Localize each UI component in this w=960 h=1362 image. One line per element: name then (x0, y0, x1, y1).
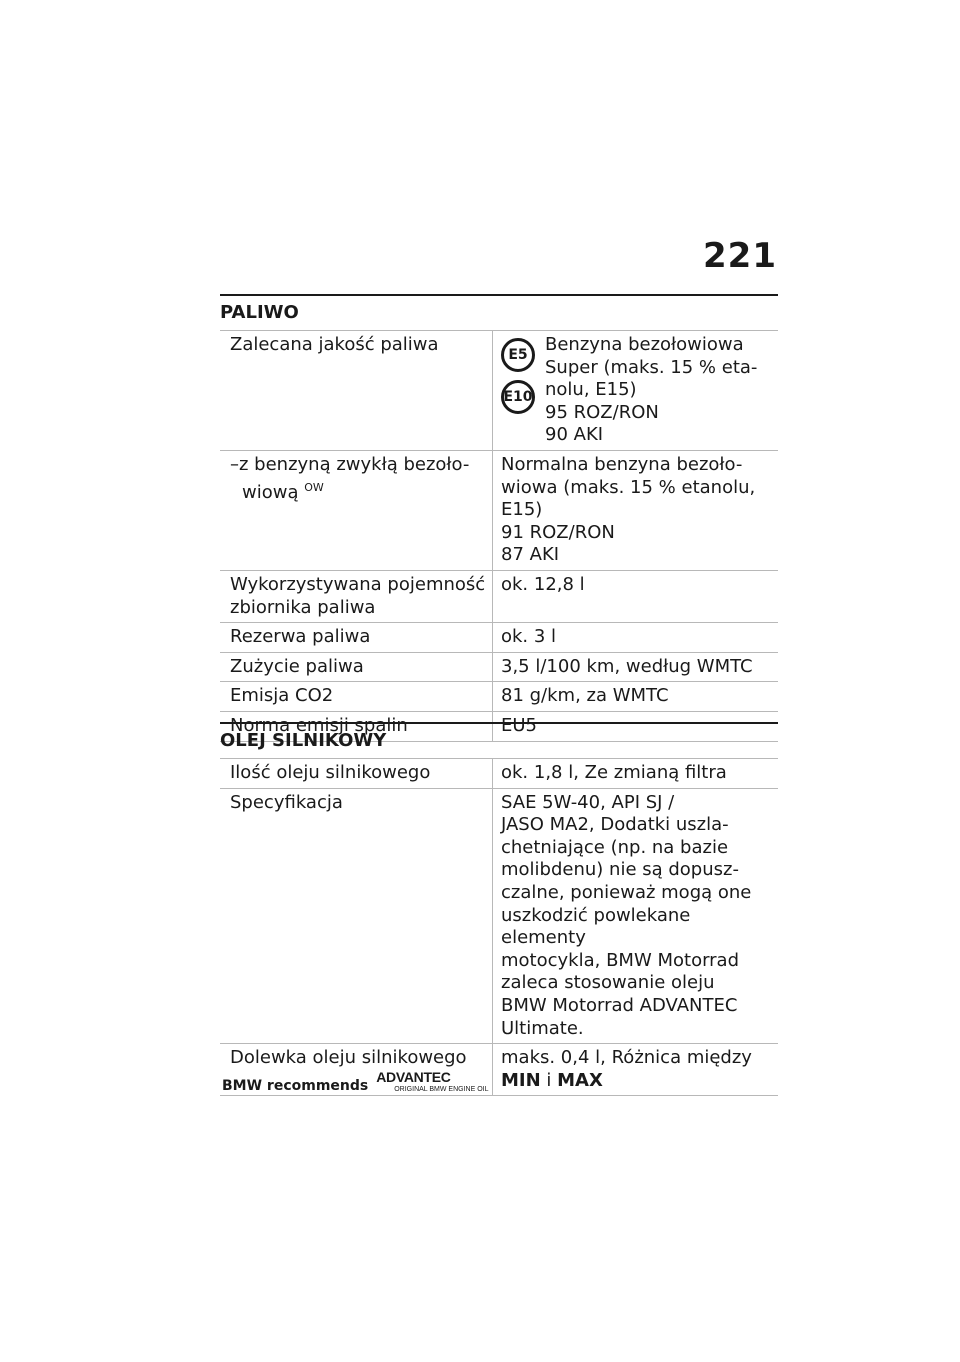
fuel-table (220, 330, 778, 742)
row-label: Wykorzystywana pojemność zbiornika paliwa (230, 573, 486, 618)
footer (222, 1070, 489, 1094)
oil-section (220, 722, 778, 1096)
row-value: maks. 0,4 l, Różnica między MIN i MAX (493, 1044, 779, 1096)
e5-fuel-icon: E5 (501, 338, 535, 372)
row-value: EU5 (493, 711, 779, 741)
e10-fuel-icon: E10 (501, 380, 535, 414)
row-label: Emisja CO2 (230, 685, 334, 707)
row-value: ok. 12,8 l (493, 570, 779, 622)
row-label: Dolewka oleju silnikowego (230, 1047, 467, 1069)
row-label: Rezerwa paliwa (230, 626, 371, 648)
row-value: Benzyna bezołowiowa Super (maks. 15 % eta- nolu, E15) 95 ROZ/RON 90 AKI (545, 334, 758, 446)
row-label: Zużycie paliwa (230, 655, 364, 677)
table-row (220, 331, 778, 451)
row-label: –z benzyną zwykłą bezoło- wiową $^{OW}$ (230, 453, 470, 503)
page-number: 221 (703, 236, 777, 276)
fuel-section (220, 294, 778, 742)
table-row (220, 652, 778, 682)
row-value: 3,5 l/100 km, według WMTC (493, 652, 779, 682)
row-value: SAE 5W-40, API SJ / JASO MA2, Dodatki uszla- chetniające (np. na bazie molibdenu) nie są dopusz- czalne, ponieważ mogą one uszkodzić powlekane elementy motocykla, BMW Motorrad zaleca stosowanie oleju BMW Motorrad ADVANTEC Ultimate. (493, 788, 779, 1044)
row-value: 81 g/km, za WMTC (493, 682, 779, 712)
row-label: Ilość oleju silnikowego (230, 762, 431, 783)
bmw-recommends-text: BMW recommends (222, 1078, 369, 1094)
max-mark: MAX (557, 1069, 603, 1091)
oil-table (220, 758, 778, 1096)
table-row (220, 450, 778, 570)
min-mark: MIN (501, 1069, 541, 1091)
oil-section-title: OLEJ SILNIKOWY (220, 722, 778, 758)
row-label: Zalecana jakość paliwa (230, 334, 439, 355)
table-row (220, 570, 778, 622)
row-label: Norma emisji spalin (230, 714, 408, 736)
table-row (220, 788, 778, 1044)
table-row (220, 623, 778, 653)
row-label: Specyfikacja (230, 791, 343, 813)
ow-superscript: OW (304, 480, 324, 494)
table-row (220, 759, 778, 789)
table-row (220, 682, 778, 712)
row-value: ok. 3 l (493, 623, 779, 653)
row-value: ok. 1,8 l, Ze zmianą filtra (493, 759, 779, 789)
row-value: Normalna benzyna bezoło- wiowa (maks. 15 % etanolu, E15) 91 ROZ/RON 87 AKI (493, 450, 779, 570)
fuel-section-title: PALIWO (220, 294, 778, 330)
advantec-logo: ADVANTEC ORIGINAL BMW ENGINE OIL (376, 1069, 489, 1093)
